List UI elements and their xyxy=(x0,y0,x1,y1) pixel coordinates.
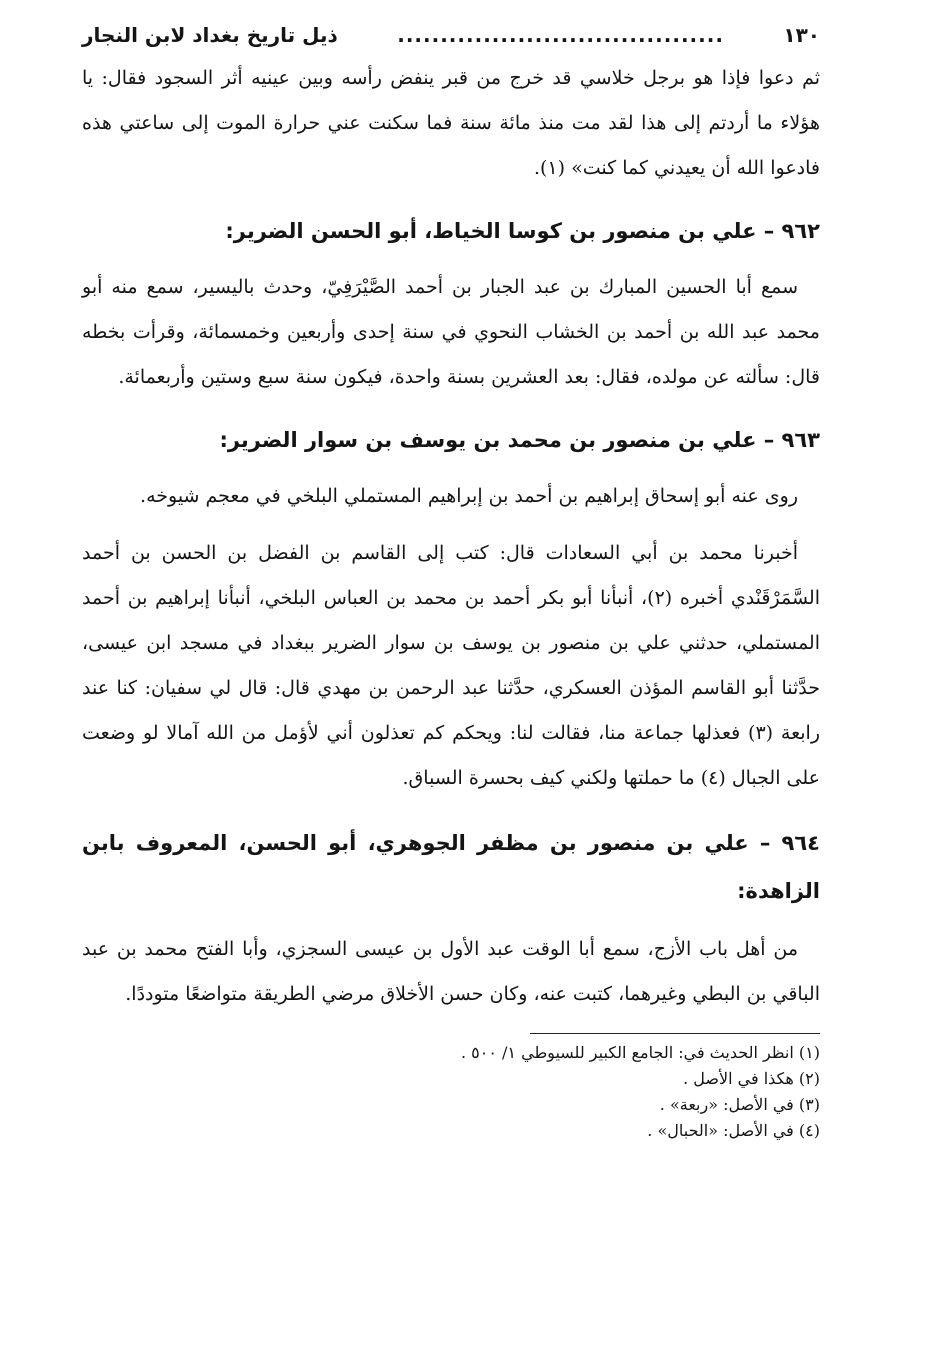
footnotes-section xyxy=(82,1027,820,1144)
continued-paragraph: ثم دعوا فإذا هو برجل خلاسي قد خرج من قبر ينفض رأسه وبين عينيه أثر السجود فقال: يا هؤلاء ما أردتم إلى هذا لقد مت منذ مائة سنة فما سكنت عني حرارة الموت إلى ساعتي هذه فادعوا الله أن يعيدني كما كنت» (١). xyxy=(82,67,820,179)
page-number: ١٣٠ xyxy=(783,23,820,47)
footnote-1: (١) انظر الحديث في: الجامع الكبير للسيوطي ١/ ٥٠٠ . xyxy=(460,1043,820,1062)
entry-963-paragraph-1: روى عنه أبو إسحاق إبراهيم بن أحمد بن إبراهيم المستملي البلخي في معجم شيوخه. xyxy=(140,485,798,507)
entry-heading-963: ٩٦٣ – علي بن منصور بن محمد بن يوسف بن سوار الضرير: xyxy=(219,428,820,452)
entry-964-paragraph: من أهل باب الأزج، سمع أبا الوقت عبد الأول بن عيسى السجزي، وأبا الفتح محمد بن عبد الباقي بن البطي وغيرهما، كتبت عنه، وكان حسن الأخلاق مرضي الطريقة متواضعًا متوددًا. xyxy=(82,938,820,1005)
entry-963-paragraph-2: أخبرنا محمد بن أبي السعادات قال: كتب إلى القاسم بن الفضل بن الحسن بن أحمد السَّمَرْقَنْدي أخبره (٢)، أنبأنا أبو بكر أحمد بن محمد بن العباس البلخي، أنبأنا إبراهيم بن أحمد المستملي، حدثني علي بن منصور بن يوسف بن سوار الضرير ببغداد في مسجد ابن عيسى، حدَّثنا أبو القاسم المؤذن العسكري، حدَّثنا عبد الرحمن بن مهدي قال: قال لي سفيان: كنا عند رابعة (٣) فعذلها جماعة منا، فقالت لنا: ويحكم كم تعذلون أني لأؤمل من الله آمالا لو وضعت على الجبال (٤) ما حملتها ولكني كيف بحسرة السباق. xyxy=(82,542,821,789)
page-header xyxy=(82,18,820,52)
header-leader-dots: ...................................... xyxy=(397,23,724,47)
footnote-separator xyxy=(530,1033,820,1034)
entry-962-paragraph: سمع أبا الحسين المبارك بن عبد الجبار بن أحمد الصَّيْرَفِيّ، وحدث باليسير، سمع منه أبو محمد عبد الله بن أحمد بن الخشاب النحوي في سنة إحدى وأربعين وخمسمائة، وقرأت بخطه قال: سألته عن مولده، فقال: بعد العشرين بسنة واحدة، فيكون سنة سبع وستين وأربعمائة. xyxy=(82,276,820,388)
running-title: ذيل تاريخ بغداد لابن النجار xyxy=(82,23,338,47)
footnote-2: (٢) هكذا في الأصل . xyxy=(683,1069,820,1088)
entry-heading-962: ٩٦٢ – علي بن منصور بن كوسا الخياط، أبو الحسن الضرير: xyxy=(225,219,820,243)
book-page xyxy=(82,18,820,1144)
footnote-3: (٣) في الأصل: «ربعة» . xyxy=(659,1095,820,1114)
entry-heading-964: ٩٦٤ – علي بن منصور بن مظفر الجوهري، أبو الحسن، المعروف بابن الزاهدة: xyxy=(82,831,820,903)
footnote-4: (٤) في الأصل: «الحبال» . xyxy=(647,1121,820,1140)
